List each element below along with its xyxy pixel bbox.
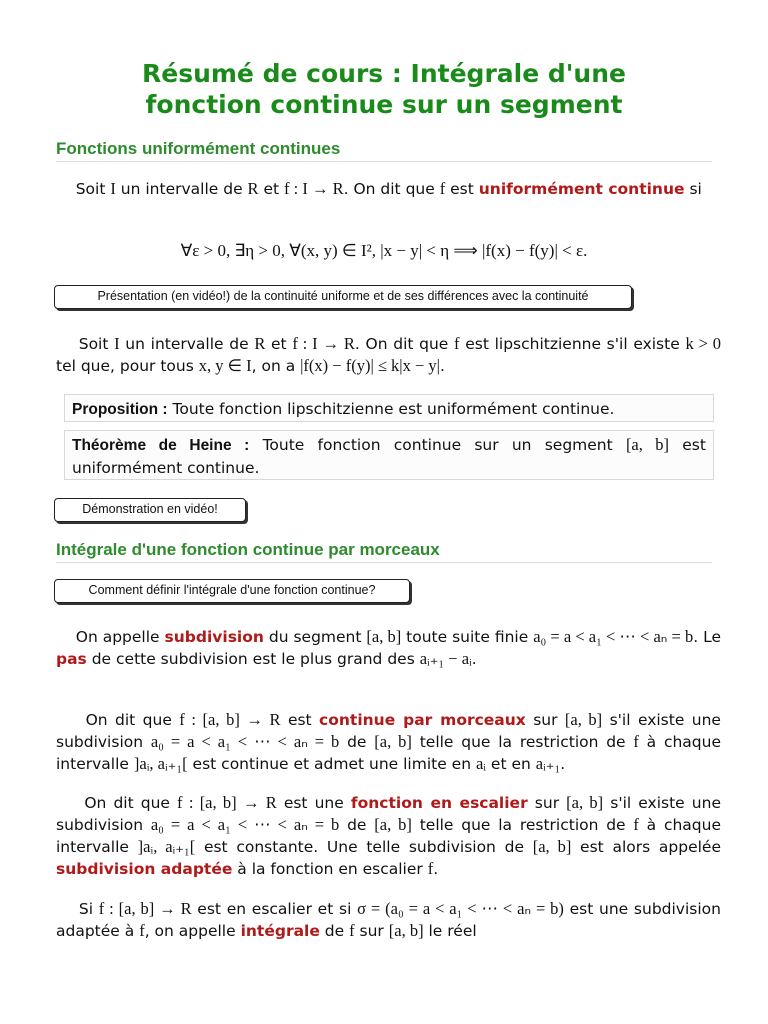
paragraph-subdivision-definition: On appelle subdivision du segment [a, b] toute suite finie a₀ = a < a₁ < ⋯ < aₙ = b. Le pas de cette subdivision est le plus grand des aᵢ₊₁ − aᵢ. bbox=[56, 627, 721, 668]
keyword-subdivision-adaptee: subdivision adaptée bbox=[56, 860, 233, 878]
keyword-continue-par-morceaux: continue par morceaux bbox=[319, 711, 526, 729]
paragraph-step-function-integral: Si f : [a, b] → R est en escalier et si σ = (a₀ = a < a₁ < ⋯ < aₙ = b) est une subdivision adaptée à f, on appelle intégrale de f sur [a, b] le réel bbox=[56, 899, 721, 940]
keyword-uniformement-continue: uniformément continue bbox=[478, 180, 685, 198]
section-heading-piecewise-integral: Intégrale d'une fonction continue par morceaux bbox=[56, 540, 440, 559]
section-divider bbox=[56, 562, 712, 563]
heine-theorem-box: Théorème de Heine : Toute fonction continue sur un segment [a, b] est uniformément continue. bbox=[64, 430, 714, 480]
proposition-box bbox=[64, 394, 714, 422]
section-divider bbox=[56, 161, 712, 162]
paragraph-piecewise-continuous-definition: On dit que f : [a, b] → R est continue par morceaux sur [a, b] s'il existe une subdivision a₀ = a < a₁ < ⋯ < aₙ = b de [a, b] telle que la restriction de f à chaque intervalle ]aᵢ, aᵢ₊₁[ est continue et admet une limite en aᵢ et en aᵢ₊₁. bbox=[56, 710, 721, 773]
keyword-fonction-en-escalier: fonction en escalier bbox=[350, 794, 528, 812]
proposition-text: Toute fonction lipschitzienne est uniformément continue. bbox=[167, 400, 615, 418]
paragraph-step-function-definition: On dit que f : [a, b] → R est une fonction en escalier sur [a, b] s'il existe une subdivision a₀ = a < a₁ < ⋯ < aₙ = b de [a, b] telle que la restriction de f à chaque intervalle ]aᵢ, aᵢ₊₁[ est constante. Une telle subdivision de [a, b] est alors appelée subdivision adaptée à la fonction en escalier f. bbox=[56, 793, 721, 878]
video-button-define-integral[interactable]: Comment définir l'intégrale d'une fonction continue? bbox=[54, 579, 410, 603]
formula-uniform-continuity: ∀ε > 0, ∃η > 0, ∀(x, y) ∈ I², |x − y| < η ⟹ |f(x) − f(y)| < ε. bbox=[180, 241, 588, 260]
heine-theorem-label: Théorème de Heine : bbox=[72, 437, 250, 454]
proposition-label: Proposition : bbox=[72, 401, 168, 418]
keyword-integrale: intégrale bbox=[240, 922, 320, 940]
section-heading-uniform-continuity: Fonctions uniformément continues bbox=[56, 139, 341, 158]
keyword-pas: pas bbox=[56, 650, 87, 668]
paragraph-lipschitz-definition: Soit I un intervalle de R et f : I → R. On dit que f est lipschitzienne s'il existe k > 0 tel que, pour tous x, y ∈ I, on a |f(x) − f(y)| ≤ k|x − y|. bbox=[56, 334, 722, 375]
video-button-demonstration[interactable]: Démonstration en vidéo! bbox=[54, 498, 246, 522]
paragraph-uniform-continuity-definition: Soit I un intervalle de R et f : I → R. On dit que f est uniformément continue si bbox=[75, 179, 702, 198]
keyword-subdivision: subdivision bbox=[164, 628, 264, 646]
page-title-line-1: Résumé de cours : Intégrale d'une bbox=[142, 59, 626, 88]
page-title-line-2: fonction continue sur un segment bbox=[145, 90, 623, 119]
video-button-uniform-continuity[interactable]: Présentation (en vidéo!) de la continuité uniforme et de ses différences avec la continuité bbox=[54, 285, 632, 309]
